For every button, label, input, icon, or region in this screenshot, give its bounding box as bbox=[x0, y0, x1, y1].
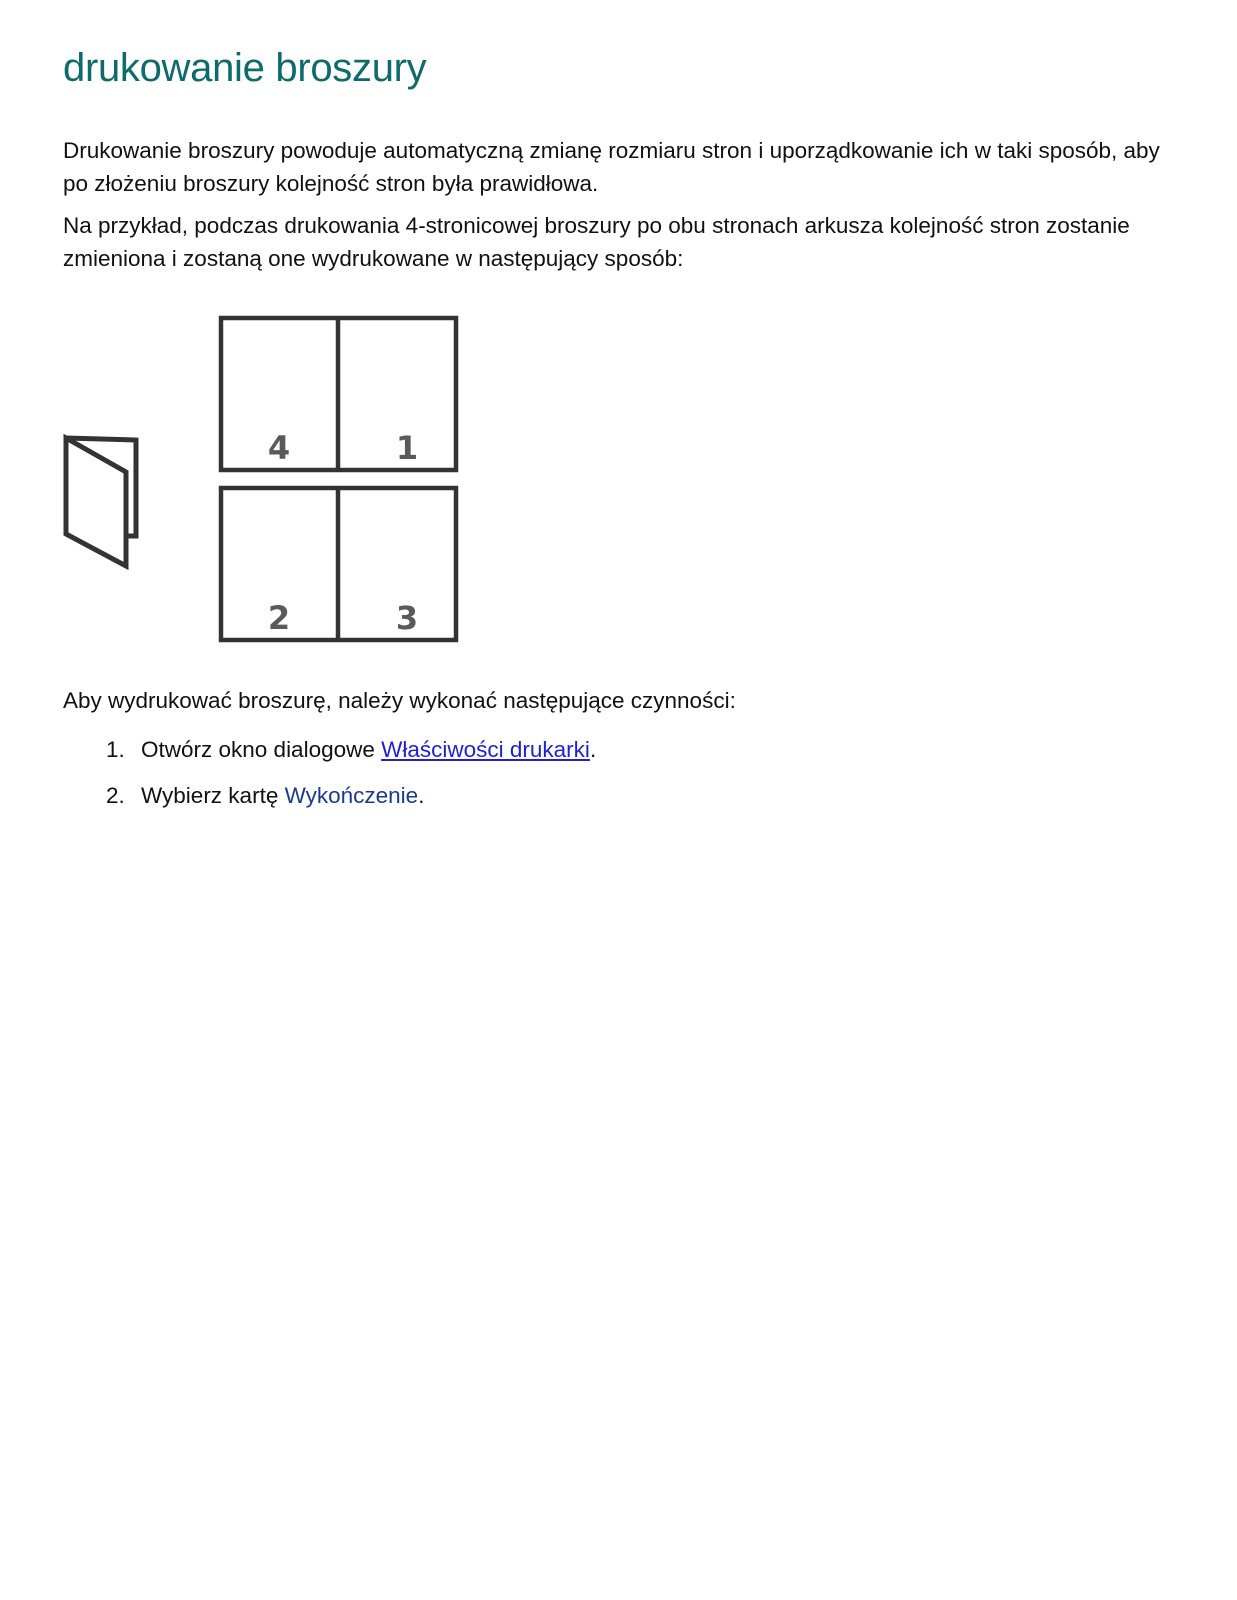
sheet-back bbox=[221, 488, 456, 640]
step-text-before: Wybierz kartę bbox=[141, 783, 285, 808]
step-text-before: Otwórz okno dialogowe bbox=[141, 737, 382, 762]
intro-paragraph: Drukowanie broszury powoduje automatyczną zmianę rozmiaru stron i uporządkowanie ich w taki sposób, aby po złożeniu broszury kolejność stron była prawidłowa. bbox=[63, 138, 1160, 196]
step-text-after: . bbox=[418, 783, 425, 808]
page-number-2: 2 bbox=[267, 599, 291, 637]
step-number: 1. bbox=[106, 737, 125, 762]
booklet-front-page bbox=[66, 438, 126, 566]
step-number: 2. bbox=[106, 783, 125, 808]
sheet-front bbox=[221, 318, 456, 470]
page-number-4: 4 bbox=[267, 429, 291, 467]
instructions-intro: Aby wydrukować broszurę, należy wykonać następujące czynności: bbox=[63, 688, 736, 713]
step-text-after: . bbox=[589, 737, 597, 762]
step-text bbox=[141, 779, 424, 812]
example-paragraph: Na przykład, podczas drukowania 4-stronicowej broszury po obu stronach arkusza kolejność stron zostanie zmieniona i zostaną one wydrukowane w następujący sposób: bbox=[63, 213, 1130, 271]
step-text bbox=[141, 733, 596, 766]
folded-booklet-icon bbox=[60, 434, 144, 570]
page-number-1: 1 bbox=[395, 429, 419, 467]
finishing-tab-term: Wykończenie bbox=[284, 783, 419, 808]
printer-properties-link[interactable]: Właściwości drukarki bbox=[381, 737, 590, 762]
booklet-page-order-diagram bbox=[216, 313, 462, 647]
page-number-3: 3 bbox=[395, 599, 419, 637]
page-title: drukowanie broszury bbox=[63, 46, 427, 90]
